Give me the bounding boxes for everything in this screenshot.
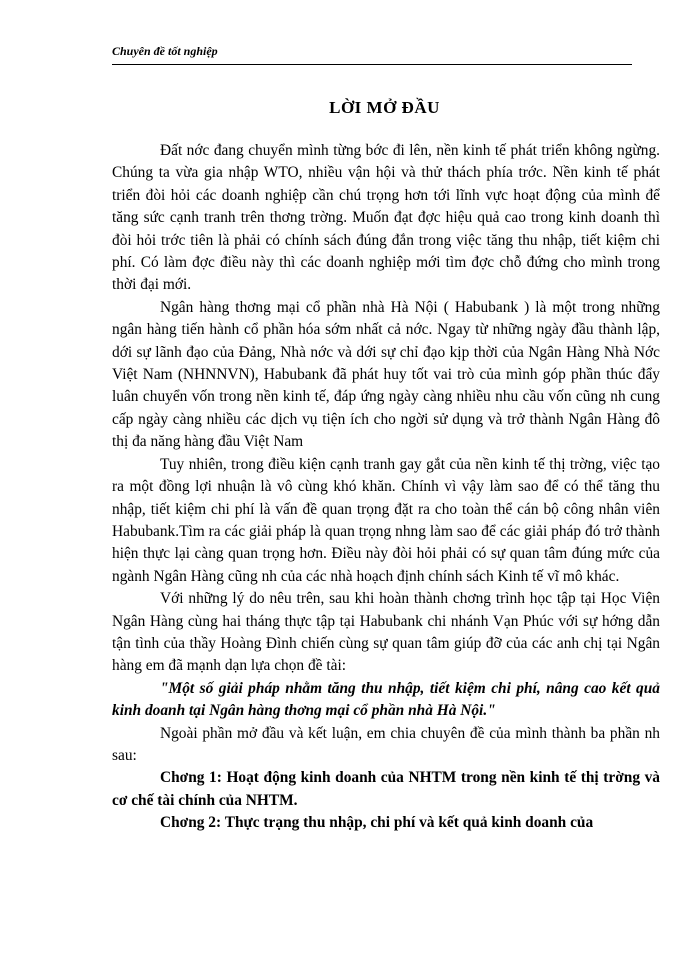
paragraph-intro: Đất nớc đang chuyển mình từng bớc đi lên, nền kinh tế phát triển không ngừng. Chúng ta vừa gia nhập WTO, nhiều vận hội và thử thách phía trớc. Nền kinh tế phát triển đòi hỏi các doanh nghiệp cần chú trọng hơn tới lĩnh vực hoạt động của mình để tăng sức cạnh tranh trên thơng trờng. Muốn đạt đợc hiệu quả cao trong kinh doanh thì đòi hỏi trớc tiên là phải có chính sách đúng đắn trong việc tăng thu nhập, tiết kiệm chi phí. Có làm đợc điều này thì các doanh nghiệp mới tìm đợc chỗ đứng cho mình trong thời đại mới. xyxy=(112,142,660,294)
paragraph-habubank: Ngân hàng thơng mại cổ phần nhà Hà Nội ( Habubank ) là một trong những ngân hàng tiến hành cổ phần hóa sớm nhất cả nớc. Ngay từ những ngày đầu thành lập, dới sự lãnh đạo của Đảng, Nhà nớc và dới sự chỉ đạo kịp thời của Ngân Hàng Nhà Nớc Việt Nam (NHNNVN), Habubank đã phát huy tốt vai trò của mình góp phần thúc đẩy luân chuyển vốn trong nền kinh tế, đáp ứng ngày càng nhiều nhu cầu vốn cũng nh cung cấp ngày càng nhiều các dịch vụ tiện ích cho ngời sử dụng và trở thành Ngân Hàng đô thị đa năng hàng đầu Việt Nam xyxy=(112,298,660,451)
running-header xyxy=(112,42,632,65)
chapter-2-heading: Chơng 2: Thực trạng thu nhập, chi phí và kết quả kinh doanh của xyxy=(160,814,594,832)
running-header-title: Chuyên đề tốt nghiệp xyxy=(112,44,218,58)
page-title: LỜI MỞ ĐẦU xyxy=(329,98,440,117)
document-body xyxy=(112,140,660,835)
chapter-1-heading: Chơng 1: Hoạt động kinh doanh của NHTM trong nền kinh tế thị trờng và cơ chế tài chính của NHTM. xyxy=(112,769,660,809)
paragraph-reasons: Với những lý do nêu trên, sau khi hoàn thành chơng trình học tập tại Học Viện Ngân Hàng cùng hai tháng thực tập tại Habubank chi nhánh Vạn Phúc với sự hớng dẫn tận tình của thầy Hoàng Đình chiến cùng sự quan tâm giúp đỡ của các anh chị tại Ngân hàng em đã mạnh dạn lựa chọn đề tài: xyxy=(112,590,660,675)
paragraph-challenges: Tuy nhiên, trong điều kiện cạnh tranh gay gắt của nền kinh tế thị trờng, việc tạo ra một đồng lợi nhuận là vô cùng khó khăn. Chính vì vậy làm sao để có thể tăng thu nhập, tiết kiệm chi phí là vấn đề quan trọng đặt ra cho toàn thể cán bộ công nhân viên Habubank.Tìm ra các giải pháp là quan trọng nhng làm sao để các giải pháp đó trở thành hiện thực lại càng quan trọng hơn. Điều này đòi hỏi phải có sự quan tâm đúng mức của ngành Ngân Hàng cũng nh của các nhà hoạch định chính sách Kinh tế vĩ mô khác. xyxy=(112,455,660,585)
thesis-topic: "Một số giải pháp nhằm tăng thu nhập, tiết kiệm chi phí, nâng cao kết quả kinh doanh tại Ngân hàng thơng mại cổ phần nhà Hà Nội." xyxy=(112,679,660,720)
paragraph-structure: Ngoài phần mở đầu và kết luận, em chia chuyên đề của mình thành ba phần nh sau: xyxy=(112,724,660,764)
